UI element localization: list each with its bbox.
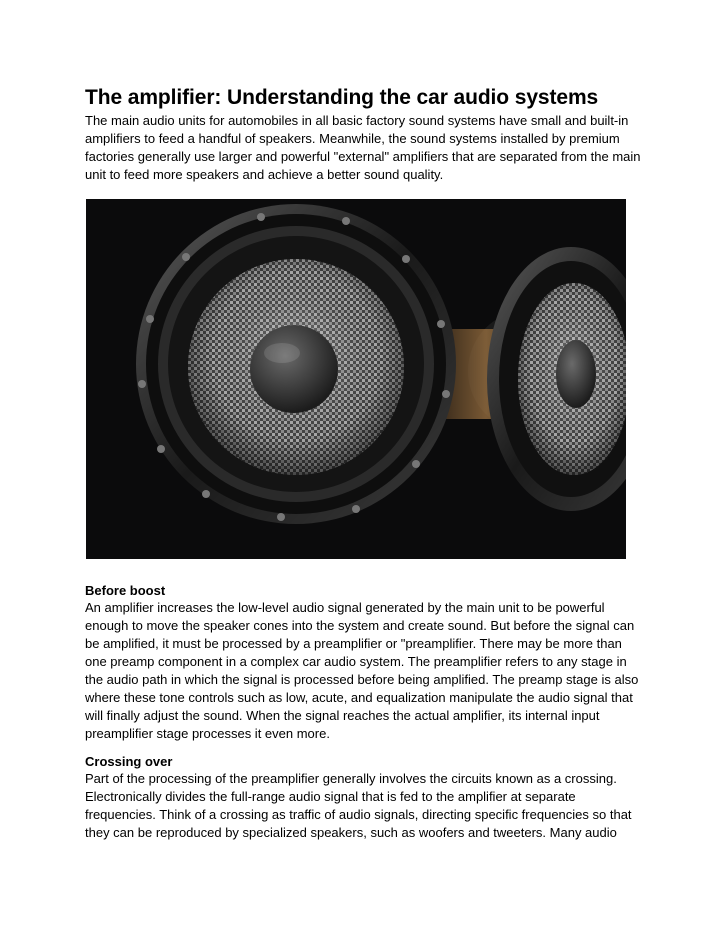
intro-paragraph: The main audio units for automobiles in all basic factory sound systems have small and built-in amplifiers to feed a handful of speakers. Meanwhile, the sound systems installed by premium factories generally use larger and powerful "external" amplifiers that are separated from the main unit to feed more speakers and achieve a better sound quality.	[85, 113, 641, 182]
speakers-illustration	[86, 199, 626, 559]
page-title: The amplifier: Understanding the car audio systems	[85, 86, 599, 109]
section-heading-before-boost: Before boost	[85, 583, 166, 598]
speakers-photo	[86, 199, 626, 559]
section-heading-crossing-over: Crossing over	[85, 754, 173, 769]
section-body-crossing-over: Part of the processing of the preamplifier generally involves the circuits known as a crossing. Electronically divides the full-range audio signal that is fed to the amplifier at separate frequencies. Think of a crossing as traffic of audio signals, directing specific frequencies so that they can be reproduced by specialized speakers, such as woofers and tweeters. Many audio	[85, 771, 632, 840]
front-speaker	[136, 204, 456, 524]
section-body-before-boost: An amplifier increases the low-level audio signal generated by the main unit to be powerful enough to move the speaker cones into the system and create sound. But before the signal can be amplified, it must be processed by a preamplifier or "preamplifier. There may be more than one preamp component in a complex car audio system. The preamplifier refers to any stage in the audio path in which the signal is processed before being amplified. The preamp stage is also where these tone controls such as low, acute, and equalization manipulate the audio signal that will finally adjust the sound. When the signal reaches the actual amplifier, its internal input preamplifier stage processes it even more.	[85, 600, 639, 741]
